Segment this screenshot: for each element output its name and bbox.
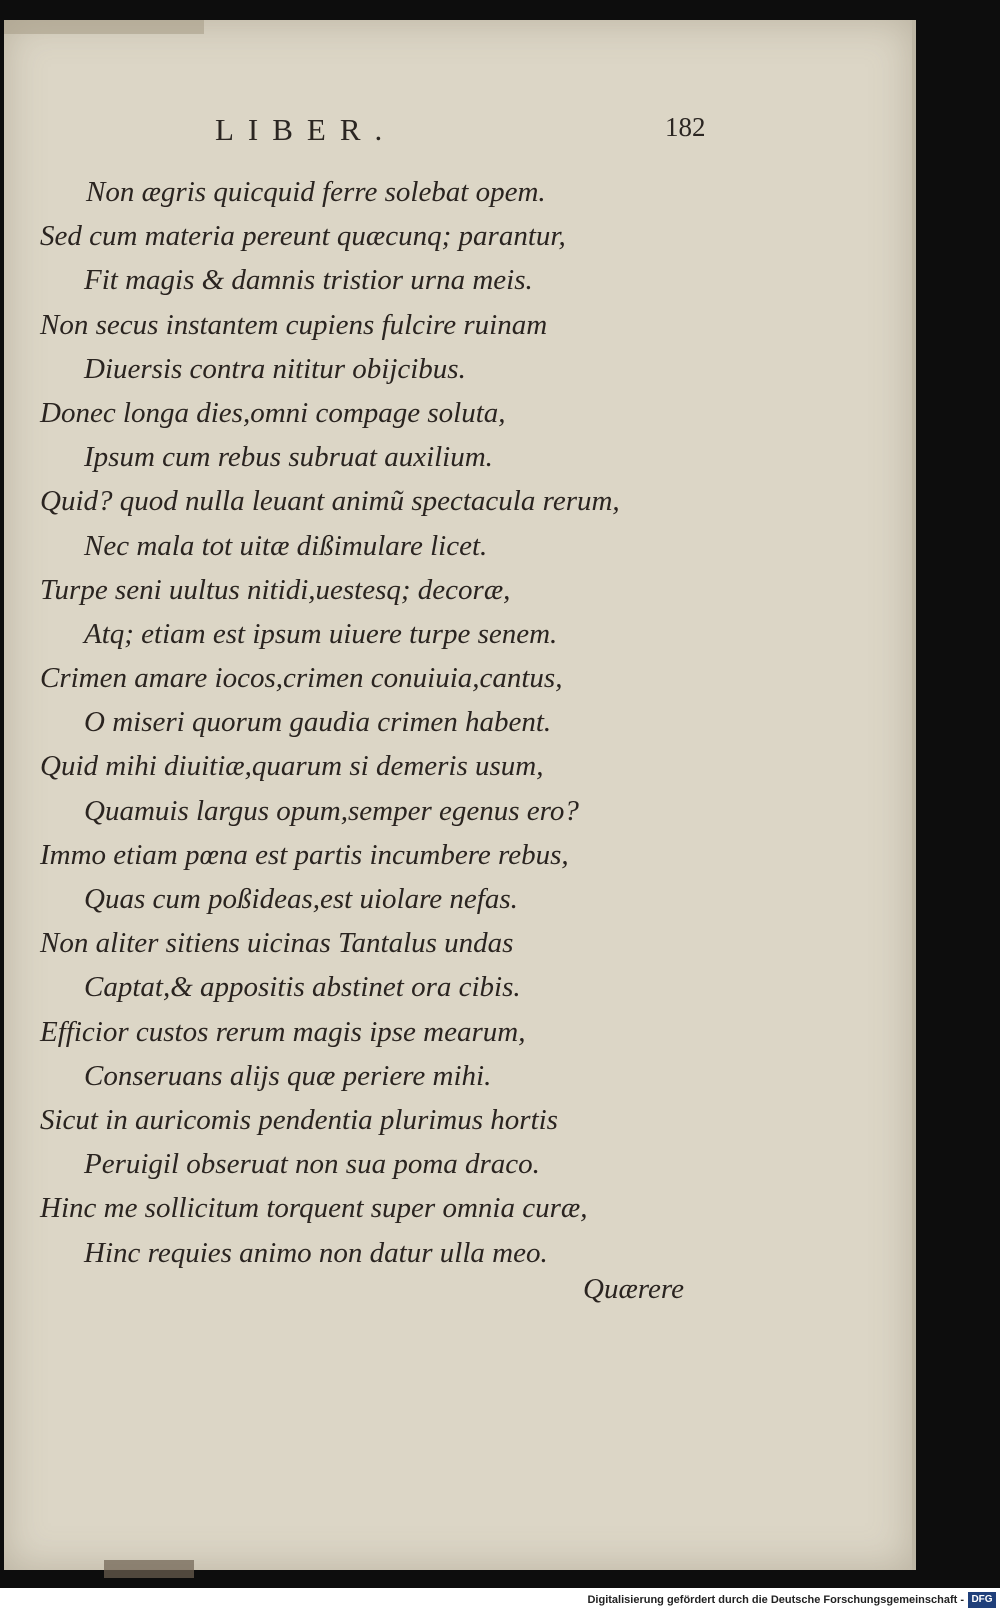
funding-credit: Digitalisierung gefördert durch die Deutsche Forschungsgemeinschaft -	[587, 1594, 964, 1606]
footer-bar	[0, 1588, 1000, 1615]
verse-line: Immo etiam pœna est partis incumbere rebus,	[40, 838, 569, 871]
verse-line: Sed cum materia pereunt quæcunq; parantur,	[40, 220, 566, 253]
verse-line: Peruigil obseruat non sua poma draco.	[84, 1148, 540, 1181]
verse-line: Hinc me sollicitum torquent super omnia curæ,	[40, 1192, 588, 1225]
verse-line: Crimen amare iocos,crimen conuiuia,cantus,	[40, 662, 563, 695]
verse-line: Donec longa dies,omni compage soluta,	[40, 396, 506, 429]
page-edge-bottom	[104, 1560, 194, 1578]
verse-line: O miseri quorum gaudia crimen habent.	[84, 706, 552, 739]
page-number: 182	[665, 112, 706, 142]
verse-line: Non aliter sitiens uicinas Tantalus undas	[40, 927, 514, 960]
verse-line: Non secus instantem cupiens fulcire ruinam	[40, 308, 548, 341]
verse-line: Quid? quod nulla leuant animũ spectacula rerum,	[40, 485, 620, 518]
verse-line: Quas cum poßideas,est uiolare nefas.	[84, 883, 518, 915]
verse-line: Fit magis & damnis tristior urna meis.	[84, 264, 533, 297]
verse-text	[0, 170, 900, 1275]
verse-line: Captat,& appositis abstinet ora cibis.	[84, 971, 521, 1004]
verse-line: Diuersis contra nititur obijcibus.	[84, 352, 466, 385]
verse-line: Sicut in auricomis pendentia plurimus hortis	[40, 1103, 558, 1136]
verse-line: Hinc requies animo non datur ulla meo.	[84, 1236, 548, 1269]
verse-line: Turpe seni uultus nitidi,uestesq; decoræ,	[40, 573, 511, 606]
dfg-logo: DFG	[968, 1592, 996, 1608]
verse-line: Nec mala tot uitæ dißimulare licet.	[84, 529, 488, 562]
catchword: Quærere	[583, 1273, 684, 1305]
verse-line: Atq; etiam est ipsum uiuere turpe senem.	[84, 617, 558, 650]
verse-line: Ipsum cum rebus subruat auxilium.	[84, 441, 493, 474]
verse-line: Non ægris quicquid ferre solebat opem.	[86, 176, 546, 208]
running-title: LIBER.	[215, 112, 397, 147]
verse-line: Conseruans alijs quæ periere mihi.	[84, 1059, 492, 1092]
verse-line: Efficior custos rerum magis ipse mearum,	[40, 1015, 526, 1048]
verse-line: Quid mihi diuitiæ,quarum si demeris usum,	[40, 750, 544, 783]
verse-line: Quamuis largus opum,semper egenus ero?	[84, 794, 579, 827]
page-edge-top	[4, 20, 204, 34]
